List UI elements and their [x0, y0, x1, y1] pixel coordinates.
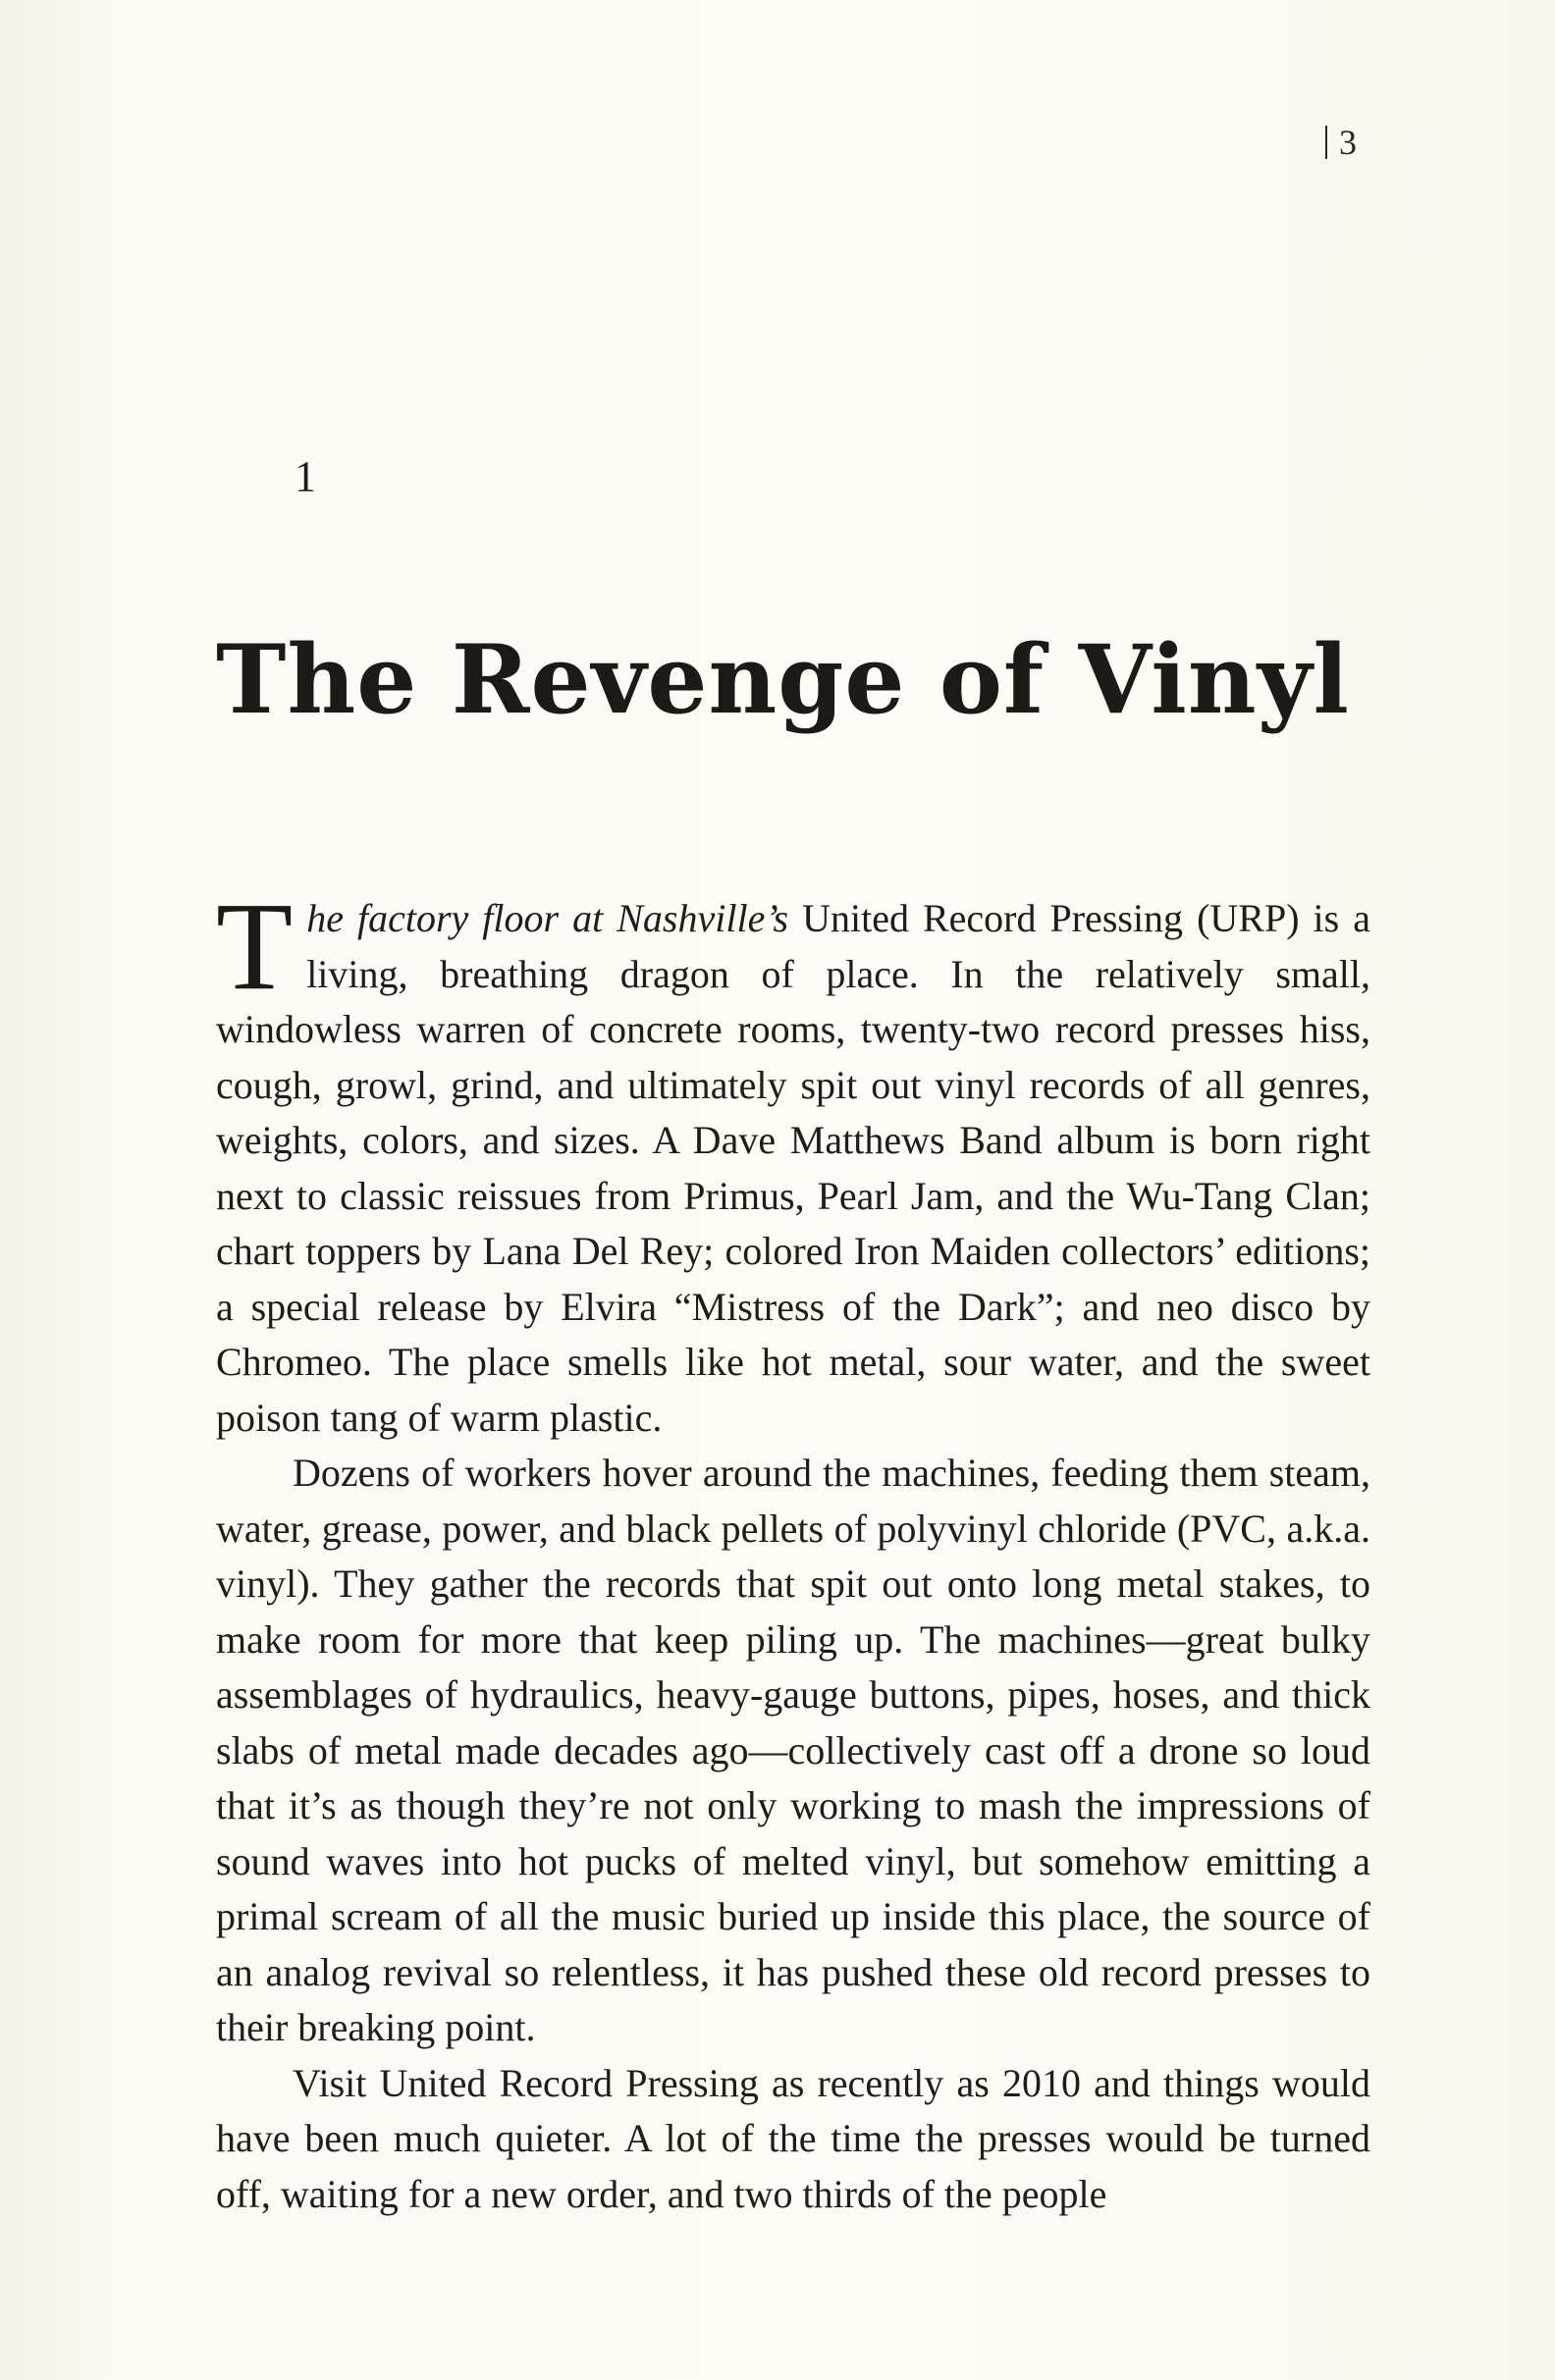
chapter-title: The Revenge of Vinyl — [216, 624, 1350, 735]
chapter-number: 1 — [295, 452, 316, 501]
page-number: 3 — [1325, 126, 1357, 159]
paragraph-lead-in: he factory floor at Nashville’s — [306, 896, 789, 940]
drop-cap: T — [216, 876, 294, 1016]
paragraph-3: Visit United Record Pressing as recently as 2010 and things would have been much quieter. A lot of the time the presses would be turned off, waiting for a new order, and two thirds of the people — [216, 2060, 1370, 2216]
paragraph-1 — [216, 876, 1371, 1446]
paragraph-2: Dozens of workers hover around the machines, feeding them steam, water, grease, power, and black pellets of polyvinyl chloride (PVC, a.k.a. vinyl). They gather the records that spit out onto long metal stakes, to make room for more that keep piling up. The machines—great bulky assemblages of hydraulics, heavy-gauge buttons, pipes, hoses, and thick slabs of metal made decades ago—collectively cast off a drone so loud that it’s as though they’re not only working to mash the impressions of sound waves into hot pucks of melted vinyl, but somehow emitting a primal scream of all the music buried up inside this place, the source of an analog revival so relentless, it has pushed these old record presses to their breaking point. — [216, 1451, 1370, 2049]
paragraph-1-text: United Record Pressing (URP) is a living, breathing dragon of place. In the relatively small, windowless warren of concrete rooms, twenty-two record presses hiss, cough, growl, grind, and ultimately spit out vinyl records of all genres, weights, colors, and sizes. A Dave Matthews Band album is born right next to classic reissues from Primus, Pearl Jam, and the Wu-Tang Clan; chart toppers by Lana Del Rey; colored Iron Maiden collectors’ editions; a special release by Elvira “Mistress of the Dark”; and neo disco by Chromeo. The place smells like hot metal, sour water, and the sweet poison tang of warm plastic. — [216, 896, 1371, 1440]
chapter-body — [216, 876, 1371, 2222]
